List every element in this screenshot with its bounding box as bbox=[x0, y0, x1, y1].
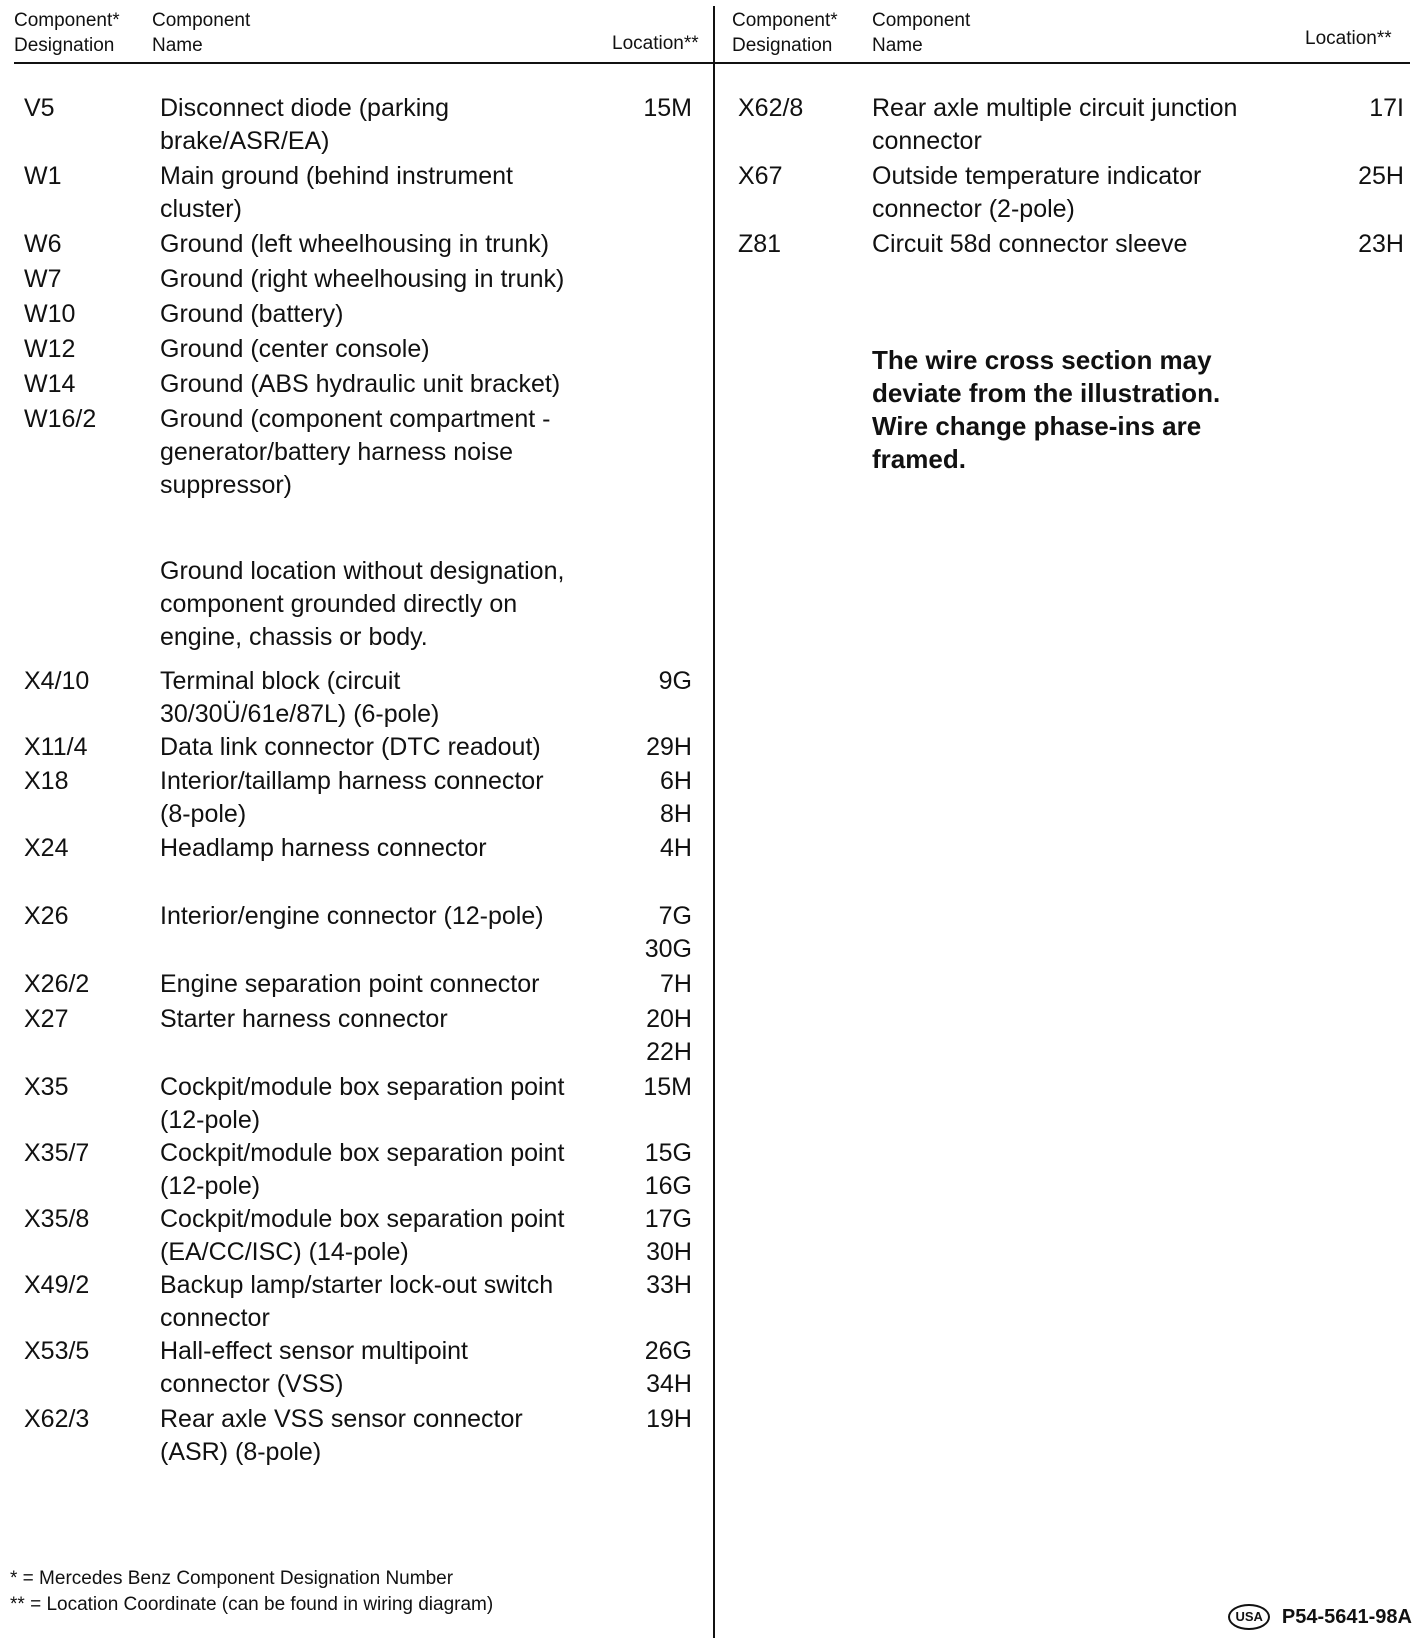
component-designation: X11/4 bbox=[24, 733, 88, 761]
component-designation: X26/2 bbox=[24, 970, 90, 998]
location-coordinate: 17G bbox=[644, 1205, 692, 1233]
component-name-line: Interior/taillamp harness connector bbox=[160, 767, 544, 795]
component-name-line: brake/ASR/EA) bbox=[160, 127, 330, 155]
header-name-line2: Name bbox=[872, 35, 923, 56]
header-name-left bbox=[152, 8, 250, 58]
component-designation: X53/5 bbox=[24, 1337, 90, 1365]
component-name-line: Hall-effect sensor multipoint bbox=[160, 1337, 469, 1365]
wire-cross-section-note bbox=[872, 344, 1220, 476]
component-designation: W14 bbox=[24, 370, 76, 398]
component-name-line: Interior/engine connector (12-pole) bbox=[160, 902, 544, 930]
component-name bbox=[160, 765, 610, 831]
component-name-line: (8-pole) bbox=[160, 800, 247, 828]
location-coordinate: 6H bbox=[660, 767, 692, 795]
component-location bbox=[612, 1137, 692, 1203]
component-designation: W12 bbox=[24, 335, 76, 363]
location-coordinate: 17I bbox=[1369, 94, 1404, 122]
component-name bbox=[160, 1403, 610, 1469]
component-name-line: Backup lamp/starter lock-out switch bbox=[160, 1271, 554, 1299]
component-name-line: connector (2-pole) bbox=[872, 195, 1075, 223]
component-location bbox=[612, 900, 692, 966]
header-location-left: Location** bbox=[612, 33, 699, 54]
footnote-designation: * = Mercedes Benz Component Designation Number bbox=[10, 1568, 454, 1589]
component-designation: X35 bbox=[24, 1073, 69, 1101]
location-coordinate: 8H bbox=[660, 800, 692, 828]
location-coordinate: 9G bbox=[658, 667, 692, 695]
location-coordinate: 26G bbox=[644, 1337, 692, 1365]
component-designation: W6 bbox=[24, 230, 62, 258]
component-name-line: connector bbox=[872, 127, 982, 155]
component-name-line: Headlamp harness connector bbox=[160, 834, 487, 862]
location-coordinate: 25H bbox=[1358, 162, 1404, 190]
component-name bbox=[160, 968, 610, 1001]
component-location bbox=[612, 1003, 692, 1069]
component-name-line: Ground (component compartment - bbox=[160, 405, 551, 433]
component-designation: X4/10 bbox=[24, 667, 90, 695]
header-designation-line1: Component* bbox=[732, 10, 838, 31]
component-name-line: Ground (center console) bbox=[160, 335, 430, 363]
component-location bbox=[612, 731, 692, 764]
component-designation: V5 bbox=[24, 94, 55, 122]
note-line: framed. bbox=[872, 444, 966, 474]
component-location bbox=[612, 765, 692, 831]
component-name bbox=[160, 1137, 610, 1203]
component-location bbox=[612, 1071, 692, 1104]
component-designation: X67 bbox=[738, 162, 783, 190]
component-name-line: Ground (right wheelhousing in trunk) bbox=[160, 265, 565, 293]
component-name-line: (12-pole) bbox=[160, 1172, 261, 1200]
location-coordinate: 7H bbox=[660, 970, 692, 998]
component-name-line: Cockpit/module box separation point bbox=[160, 1205, 565, 1233]
component-designation: X24 bbox=[24, 834, 69, 862]
component-name bbox=[160, 1003, 610, 1036]
location-coordinate: 20H bbox=[646, 1005, 692, 1033]
component-name bbox=[160, 368, 610, 401]
component-name bbox=[160, 665, 610, 731]
component-name bbox=[872, 160, 1332, 226]
location-coordinate: 29H bbox=[646, 733, 692, 761]
component-name bbox=[160, 1071, 610, 1137]
component-name bbox=[160, 1335, 610, 1401]
component-name bbox=[160, 403, 610, 502]
component-designation: X27 bbox=[24, 1005, 69, 1033]
location-coordinate: 7G bbox=[658, 902, 692, 930]
component-name bbox=[872, 228, 1332, 261]
component-name-line: Ground (left wheelhousing in trunk) bbox=[160, 230, 550, 258]
component-name-line: Starter harness connector bbox=[160, 1005, 448, 1033]
component-name-line: (EA/CC/ISC) (14-pole) bbox=[160, 1238, 409, 1266]
location-coordinate: 33H bbox=[646, 1271, 692, 1299]
header-designation-line1: Component* bbox=[14, 10, 120, 31]
component-designation: Z81 bbox=[738, 230, 782, 258]
component-name-line: Disconnect diode (parking bbox=[160, 94, 450, 122]
column-divider bbox=[713, 6, 715, 1638]
location-coordinate: 15M bbox=[643, 94, 692, 122]
header-designation-left bbox=[14, 8, 120, 58]
component-location bbox=[1324, 228, 1404, 261]
component-name-line: Rear axle VSS sensor connector bbox=[160, 1405, 523, 1433]
location-coordinate: 15M bbox=[643, 1073, 692, 1101]
component-name-line: Engine separation point connector bbox=[160, 970, 540, 998]
header-location-right: Location** bbox=[1305, 28, 1392, 49]
location-coordinate: 16G bbox=[644, 1172, 692, 1200]
footnotes bbox=[10, 1566, 493, 1618]
ground-note-line: component grounded directly on bbox=[160, 590, 518, 618]
header-designation-line2: Designation bbox=[14, 35, 115, 56]
component-location bbox=[612, 1403, 692, 1436]
header-name-line2: Name bbox=[152, 35, 203, 56]
component-location bbox=[612, 1269, 692, 1302]
header-divider bbox=[14, 62, 1410, 64]
component-name-line: connector bbox=[160, 1304, 270, 1332]
location-coordinate: 30G bbox=[644, 935, 692, 963]
component-location bbox=[1324, 160, 1404, 193]
ground-note-line: Ground location without designation, bbox=[160, 557, 565, 585]
component-designation: W10 bbox=[24, 300, 76, 328]
ground-note-line: engine, chassis or body. bbox=[160, 623, 428, 651]
location-coordinate: 22H bbox=[646, 1038, 692, 1066]
component-name bbox=[160, 263, 610, 296]
component-name-line: Terminal block (circuit bbox=[160, 667, 401, 695]
component-location bbox=[612, 1335, 692, 1401]
component-name-line: generator/battery harness noise bbox=[160, 438, 513, 466]
document-number: P54-5641-98A bbox=[1281, 1605, 1412, 1628]
component-name-line: suppressor) bbox=[160, 471, 292, 499]
component-name-line: (ASR) (8-pole) bbox=[160, 1438, 322, 1466]
component-designation: X18 bbox=[24, 767, 69, 795]
component-name-line: Ground (ABS hydraulic unit bracket) bbox=[160, 370, 561, 398]
component-location bbox=[612, 968, 692, 1001]
component-designation: X35/8 bbox=[24, 1205, 90, 1233]
header-designation-line2: Designation bbox=[732, 35, 833, 56]
component-location bbox=[1324, 92, 1404, 125]
component-name bbox=[160, 1203, 610, 1269]
header-name-right bbox=[872, 8, 970, 58]
component-name-line: Cockpit/module box separation point bbox=[160, 1073, 565, 1101]
location-coordinate: 15G bbox=[644, 1139, 692, 1167]
component-name-line: Main ground (behind instrument bbox=[160, 162, 513, 190]
component-designation: W7 bbox=[24, 265, 62, 293]
component-location bbox=[612, 832, 692, 865]
location-coordinate: 4H bbox=[660, 834, 692, 862]
header-name-line1: Component bbox=[872, 10, 971, 31]
header-designation-right bbox=[732, 8, 838, 58]
component-name-line: connector (VSS) bbox=[160, 1370, 344, 1398]
note-line: deviate from the illustration. bbox=[872, 378, 1221, 408]
component-designation: X49/2 bbox=[24, 1271, 90, 1299]
component-name-line: Outside temperature indicator bbox=[872, 162, 1202, 190]
component-name-line: cluster) bbox=[160, 195, 242, 223]
location-coordinate: 30H bbox=[646, 1238, 692, 1266]
component-designation: W1 bbox=[24, 162, 62, 190]
component-name-line: Ground (battery) bbox=[160, 300, 344, 328]
component-designation: X26 bbox=[24, 902, 69, 930]
note-line: The wire cross section may bbox=[872, 345, 1212, 375]
location-coordinate: 19H bbox=[646, 1405, 692, 1433]
location-coordinate: 34H bbox=[646, 1370, 692, 1398]
component-designation: X35/7 bbox=[24, 1139, 90, 1167]
component-name bbox=[160, 92, 610, 158]
component-name bbox=[160, 160, 610, 226]
component-name bbox=[872, 92, 1332, 158]
component-name bbox=[160, 228, 610, 261]
component-designation: X62/8 bbox=[738, 94, 804, 122]
note-line: Wire change phase-ins are bbox=[872, 411, 1202, 441]
footnote-location: ** = Location Coordinate (can be found in wiring diagram) bbox=[10, 1594, 494, 1615]
component-location bbox=[612, 665, 692, 698]
component-name-line: Rear axle multiple circuit junction bbox=[872, 94, 1238, 122]
component-name-line: Cockpit/module box separation point bbox=[160, 1139, 565, 1167]
component-name bbox=[160, 333, 610, 366]
document-id bbox=[1228, 1604, 1412, 1630]
component-name bbox=[160, 832, 610, 865]
location-coordinate: 23H bbox=[1358, 230, 1404, 258]
usa-badge-icon: USA bbox=[1228, 1604, 1269, 1630]
component-name bbox=[160, 298, 610, 331]
component-name bbox=[160, 900, 610, 933]
component-location bbox=[612, 92, 692, 125]
header-name-line1: Component bbox=[152, 10, 251, 31]
component-name bbox=[160, 731, 610, 764]
ground-note bbox=[160, 555, 564, 654]
component-designation: W16/2 bbox=[24, 405, 97, 433]
component-name-line: 30/30Ü/61e/87L) (6-pole) bbox=[160, 700, 440, 728]
component-name bbox=[160, 1269, 610, 1335]
component-name-line: (12-pole) bbox=[160, 1106, 261, 1134]
component-name-line: Data link connector (DTC readout) bbox=[160, 733, 541, 761]
component-designation: X62/3 bbox=[24, 1405, 90, 1433]
component-location bbox=[612, 1203, 692, 1269]
component-name-line: Circuit 58d connector sleeve bbox=[872, 230, 1188, 258]
